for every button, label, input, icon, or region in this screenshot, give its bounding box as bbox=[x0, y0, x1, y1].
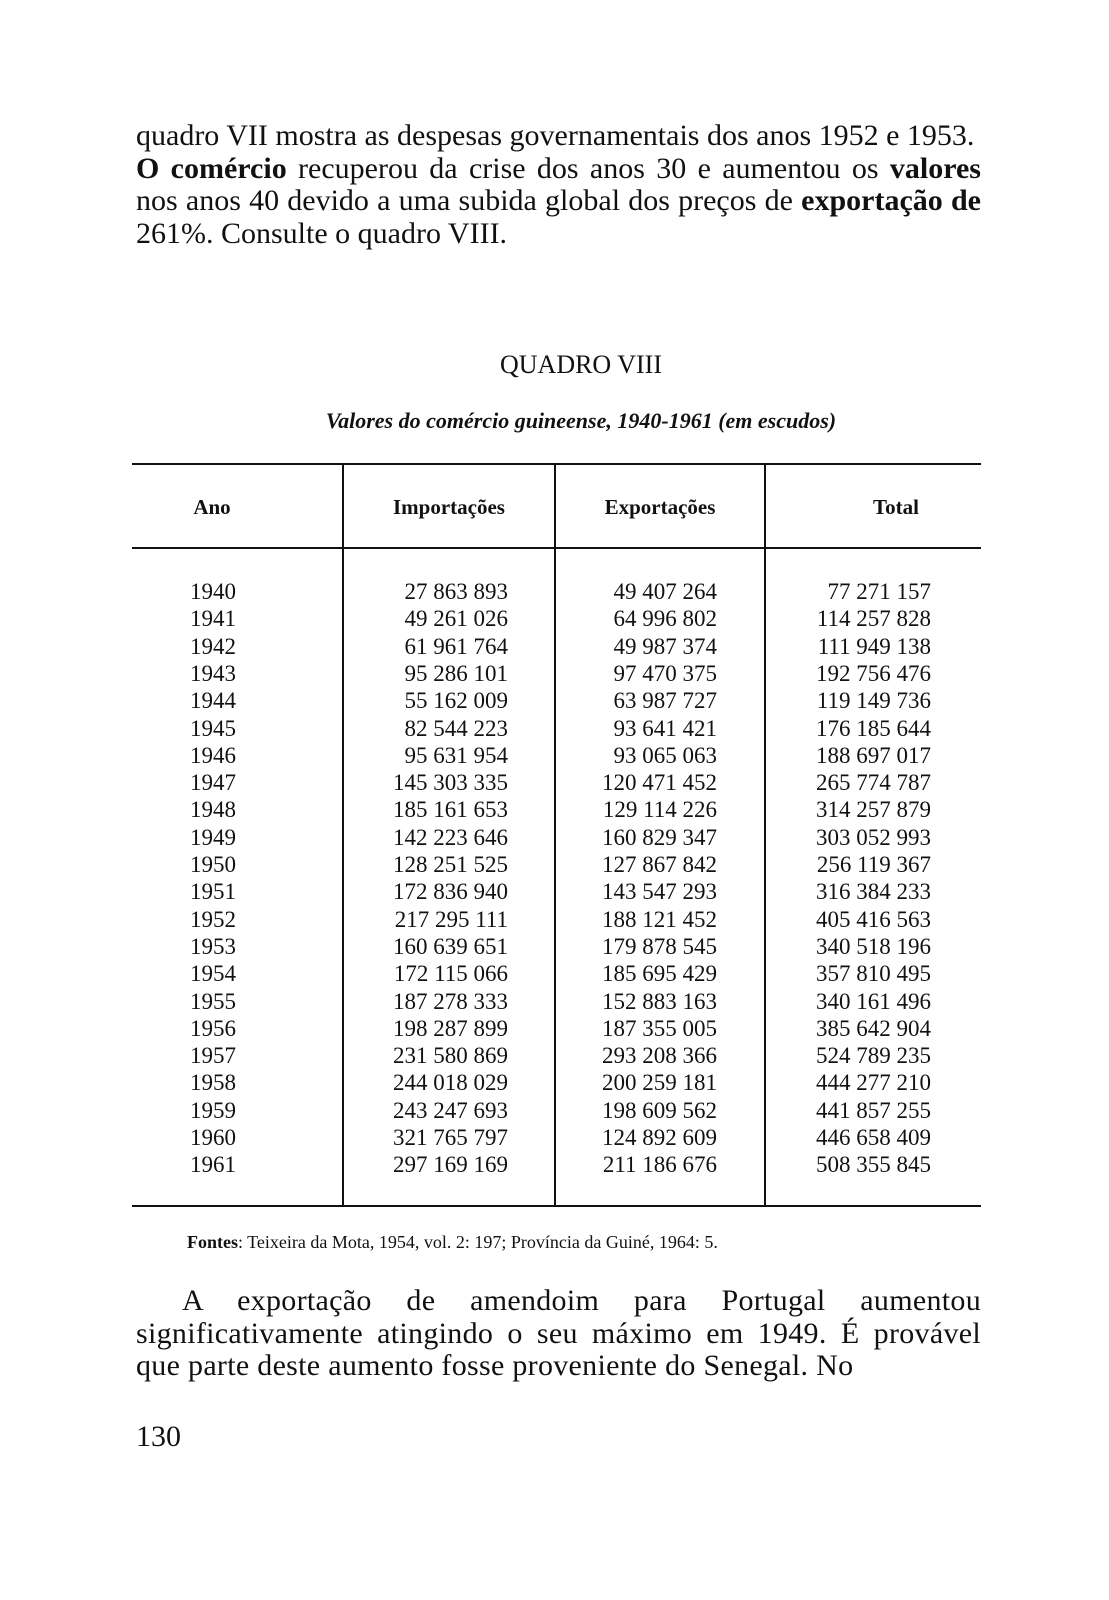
table-row bbox=[0, 1070, 1109, 1097]
table-row bbox=[0, 961, 1109, 988]
cell-imports: 185 161 653 bbox=[393, 797, 508, 823]
table-row bbox=[0, 770, 1109, 797]
cell-total: 314 257 879 bbox=[816, 797, 931, 823]
table-bottom-rule bbox=[132, 1205, 981, 1207]
cell-imports: 321 765 797 bbox=[393, 1125, 508, 1150]
cell-year: 1958 bbox=[190, 1070, 236, 1096]
cell-total: 441 857 255 bbox=[816, 1097, 931, 1123]
table-row bbox=[0, 907, 1109, 934]
cell-exports: 187 355 005 bbox=[602, 1015, 717, 1041]
table-row bbox=[0, 797, 1109, 824]
cell-year: 1961 bbox=[190, 1152, 236, 1178]
cell-exports: 93 641 421 bbox=[613, 715, 717, 741]
table-row bbox=[0, 1016, 1109, 1043]
cell-year: 1940 bbox=[190, 579, 236, 604]
table-row bbox=[0, 879, 1109, 906]
text: nos anos 40 devido a uma subida global dos preços de bbox=[136, 184, 802, 217]
cell-total: 340 518 196 bbox=[816, 933, 931, 959]
cell-year: 1953 bbox=[190, 933, 236, 959]
table-row bbox=[0, 1152, 1109, 1179]
cell-imports: 244 018 029 bbox=[393, 1070, 508, 1096]
bold-text: O comércio bbox=[136, 151, 287, 185]
cell-year: 1957 bbox=[190, 1043, 236, 1069]
cell-imports: 61 961 764 bbox=[404, 633, 508, 659]
cell-exports: 160 829 347 bbox=[602, 824, 717, 850]
cell-imports: 95 631 954 bbox=[404, 742, 508, 768]
cell-year: 1960 bbox=[190, 1125, 236, 1150]
cell-exports: 179 878 545 bbox=[602, 933, 717, 959]
cell-exports: 97 470 375 bbox=[613, 660, 717, 686]
table-row bbox=[0, 579, 1109, 606]
source-text: : Teixeira da Mota, 1954, vol. 2: 197; Província da Guiné, 1964: 5. bbox=[238, 1232, 718, 1252]
table-row bbox=[0, 1125, 1109, 1152]
page-number: 130 bbox=[136, 1420, 181, 1453]
header-total: Total bbox=[873, 495, 919, 519]
cell-total: 176 185 644 bbox=[816, 715, 931, 741]
cell-year: 1954 bbox=[190, 961, 236, 987]
table-row bbox=[0, 1043, 1109, 1070]
cell-exports: 49 987 374 bbox=[613, 633, 717, 659]
intro-paragraph bbox=[136, 120, 981, 250]
cell-total: 446 658 409 bbox=[816, 1125, 931, 1150]
cell-imports: 145 303 335 bbox=[393, 770, 508, 796]
cell-total: 524 789 235 bbox=[816, 1043, 931, 1069]
cell-exports: 200 259 181 bbox=[602, 1070, 717, 1096]
cell-year: 1947 bbox=[190, 770, 236, 796]
cell-imports: 142 223 646 bbox=[393, 824, 508, 850]
table-subtitle: Valores do comércio guineense, 1940-1961 (em escudos) bbox=[325, 408, 837, 433]
cell-total: 192 756 476 bbox=[816, 660, 931, 686]
table-row bbox=[0, 716, 1109, 743]
cell-total: 114 257 828 bbox=[816, 606, 931, 632]
cell-exports: 185 695 429 bbox=[602, 961, 717, 987]
cell-year: 1942 bbox=[190, 633, 236, 659]
table-row bbox=[0, 934, 1109, 961]
cell-exports: 63 987 727 bbox=[613, 688, 717, 714]
cell-total: 340 161 496 bbox=[816, 988, 931, 1014]
cell-total: 256 119 367 bbox=[816, 852, 931, 877]
text: recuperou da crise dos anos 30 e aumentou os bbox=[286, 151, 890, 185]
cell-exports: 124 892 609 bbox=[602, 1125, 717, 1150]
header-exportacoes: Exportações bbox=[604, 495, 716, 519]
cell-imports: 128 251 525 bbox=[393, 852, 508, 877]
cell-exports: 198 609 562 bbox=[602, 1097, 717, 1123]
cell-year: 1959 bbox=[190, 1097, 236, 1123]
cell-year: 1951 bbox=[190, 879, 236, 905]
cell-imports: 198 287 899 bbox=[393, 1015, 508, 1041]
cell-year: 1945 bbox=[190, 715, 236, 741]
cell-exports: 188 121 452 bbox=[602, 906, 717, 932]
cell-imports: 297 169 169 bbox=[393, 1152, 508, 1178]
table-row bbox=[0, 1098, 1109, 1125]
cell-total: 188 697 017 bbox=[816, 742, 931, 768]
table-row bbox=[0, 688, 1109, 715]
cell-imports: 49 261 026 bbox=[404, 606, 508, 632]
table-row bbox=[0, 743, 1109, 770]
table-top-rule bbox=[132, 463, 981, 465]
table-row bbox=[0, 606, 1109, 633]
cell-imports: 27 863 893 bbox=[404, 579, 508, 604]
table-title: QUADRO VIII bbox=[499, 350, 662, 379]
body-paragraph: A exportação de amendoim para Portugal aumentou significativamente atingindo o seu máximo em 1949. É provável que parte deste aumento fosse proveniente do Senegal. No bbox=[136, 1284, 981, 1382]
cell-total: 265 774 787 bbox=[816, 770, 931, 796]
bold-text: exportação de bbox=[801, 184, 981, 217]
cell-imports: 187 278 333 bbox=[393, 988, 508, 1014]
header-importacoes: Importações bbox=[393, 495, 505, 519]
bold-text: valores bbox=[889, 151, 981, 185]
cell-exports: 64 996 802 bbox=[613, 606, 717, 632]
cell-exports: 129 114 226 bbox=[602, 797, 717, 823]
table-row bbox=[0, 989, 1109, 1016]
cell-exports: 127 867 842 bbox=[602, 852, 717, 877]
cell-total: 508 355 845 bbox=[816, 1152, 931, 1178]
cell-imports: 55 162 009 bbox=[404, 688, 508, 714]
cell-total: 111 949 138 bbox=[817, 633, 931, 659]
cell-exports: 152 883 163 bbox=[602, 988, 717, 1014]
cell-exports: 93 065 063 bbox=[613, 742, 717, 768]
cell-year: 1950 bbox=[190, 852, 236, 877]
cell-imports: 82 544 223 bbox=[404, 715, 508, 741]
cell-total: 357 810 495 bbox=[816, 961, 931, 987]
table-row bbox=[0, 634, 1109, 661]
cell-year: 1946 bbox=[190, 742, 236, 768]
cell-year: 1944 bbox=[190, 688, 236, 714]
table-row bbox=[0, 852, 1109, 879]
cell-imports: 172 836 940 bbox=[393, 879, 508, 905]
table-header-rule bbox=[132, 547, 981, 549]
cell-total: 316 384 233 bbox=[816, 879, 931, 905]
cell-imports: 172 115 066 bbox=[393, 961, 508, 987]
cell-total: 444 277 210 bbox=[816, 1070, 931, 1096]
cell-exports: 143 547 293 bbox=[602, 879, 717, 905]
cell-total: 77 271 157 bbox=[827, 579, 931, 604]
cell-year: 1941 bbox=[190, 606, 236, 632]
cell-year: 1943 bbox=[190, 660, 236, 686]
cell-year: 1955 bbox=[190, 988, 236, 1014]
text: 261%. Consulte o quadro VIII. bbox=[136, 216, 508, 250]
cell-total: 303 052 993 bbox=[816, 824, 931, 850]
cell-total: 119 149 736 bbox=[816, 688, 931, 714]
cell-exports: 120 471 452 bbox=[602, 770, 717, 796]
cell-total: 385 642 904 bbox=[816, 1015, 931, 1041]
cell-imports: 160 639 651 bbox=[393, 933, 508, 959]
intro-line-1: quadro VII mostra as despesas governamentais dos anos 1952 e 1953. bbox=[136, 119, 975, 152]
cell-year: 1956 bbox=[190, 1015, 236, 1041]
cell-imports: 95 286 101 bbox=[404, 660, 508, 686]
cell-imports: 231 580 869 bbox=[393, 1043, 508, 1069]
table-row bbox=[0, 661, 1109, 688]
cell-exports: 211 186 676 bbox=[602, 1152, 717, 1178]
cell-imports: 217 295 111 bbox=[394, 906, 508, 932]
cell-year: 1952 bbox=[190, 906, 236, 932]
cell-exports: 49 407 264 bbox=[613, 579, 717, 604]
cell-total: 405 416 563 bbox=[816, 906, 931, 932]
table-source bbox=[187, 1232, 718, 1253]
cell-year: 1948 bbox=[190, 797, 236, 823]
cell-imports: 243 247 693 bbox=[393, 1097, 508, 1123]
cell-year: 1949 bbox=[190, 824, 236, 850]
source-label: Fontes bbox=[187, 1232, 238, 1252]
table-row bbox=[0, 825, 1109, 852]
cell-exports: 293 208 366 bbox=[602, 1043, 717, 1069]
header-ano: Ano bbox=[193, 495, 231, 519]
